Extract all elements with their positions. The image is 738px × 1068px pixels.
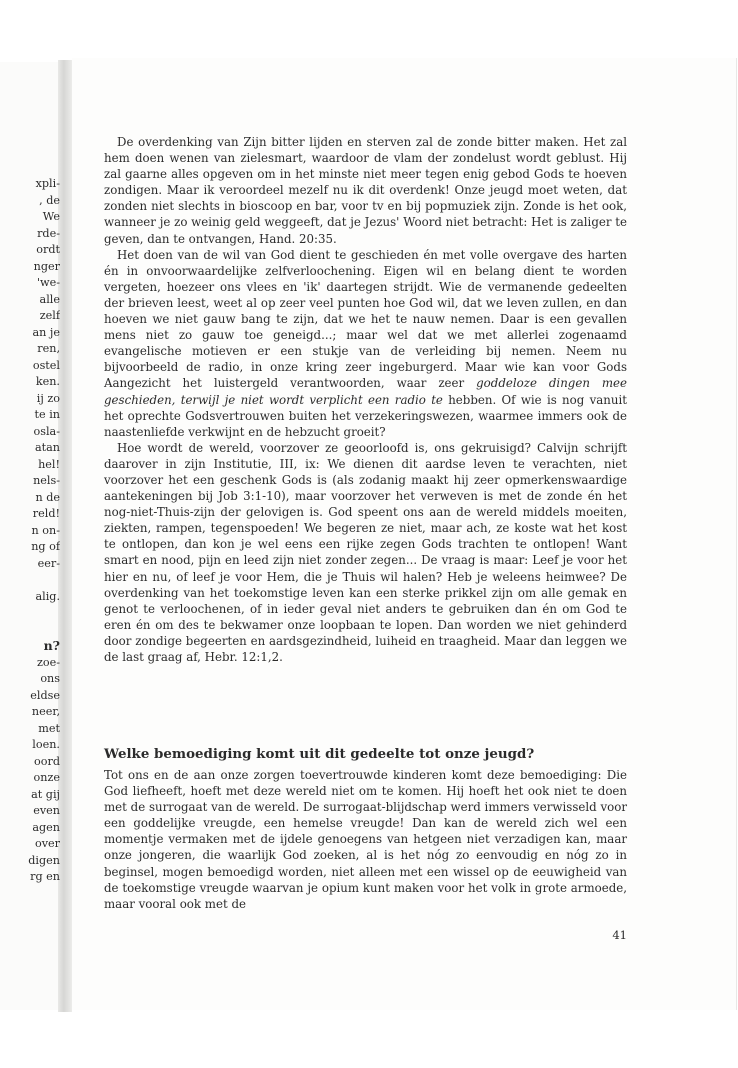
- section-heading: Welke bemoediging komt uit dit gedeelte tot onze jeugd?: [104, 746, 535, 762]
- left-fragment: te in: [34, 408, 60, 421]
- paragraph-3: Hoe wordt de wereld, voorzover ze geoorloofd is, ons gekruisigd? Calvijn schrijft daarover in zijn Institutie, III, ix: We dienen dit aardse leven te verachten, niet voorzover het een geschenk Gods is (als zodanig maakt hij zeer opmerkenswaardige aantekeningen bij Job 3:1-10), maar voorzover het verweven is met de zonde én het nog-niet-Thuis-zijn der gelovigen is. God speent ons aan de wereld middels moeiten, ziekten, rampen, tegenspoeden! We begeren ze niet, maar ach, ze koste wat het kost te ontlopen, dan kon je wel eens een rijke zegen Gods trachten te ontlopen! Want smart en nood, pijn en leed zijn niet zonder zegen... De vraag is maar: Leef je voor het hier en nu, of leef je voor Hem, die je Thuis wil halen? Heb je weleens heimwee? De overdenking van het toekomstige leven kan een sterke prikkel zijn om alle gemak en genot te verloochenen, of in ieder geval niet anders te gebruiken dan én om God te eren én om des te bekwamer onze loopbaan te lopen. Dan worden we niet gehinderd door zondige begeerten en aardsgezindheid, luiheid en traagheid. Maar dan leggen we de last graag af, Hebr. 12:1,2.: [104, 440, 627, 664]
- left-fragment: ij zo: [36, 391, 60, 405]
- left-fragment: over: [34, 837, 60, 850]
- left-fragment: reld!: [32, 507, 60, 520]
- left-heading-fragment: n?: [43, 638, 60, 653]
- left-fragment: ng of: [31, 540, 60, 553]
- left-fragment: rde-: [37, 226, 60, 240]
- left-fragment: xpli-: [35, 177, 60, 190]
- left-fragment: at gij: [31, 787, 60, 801]
- left-fragment: an je: [32, 325, 60, 339]
- book-gutter: [58, 60, 72, 1012]
- left-fragment: oord: [34, 754, 60, 768]
- left-fragment: eldse: [30, 688, 60, 702]
- paragraph-2-text: Het doen van de wil van God dient te geschieden én met volle overgave des harten én in onvoorwaardelijke zelfverloochening. Eigen wil en belang dient te worden vergeten, hoezeer ons vlees en 'ik' daartegen strijdt. Wie de vermanende gedeelten der brieven leest, weet al op zeer veel punten hoe God wil, dat we leven zullen, en dan hoeven we niet gauw bang te zijn, dat we het te nauw nemen. Daar is een gevallen mens niet zo gauw toe geneigd...; maar wel dat we met allerlei zogenaamd evangelische motieven er een stukje van de verleiding bij nemen. Neem nu bijvoorbeeld de radio, in onze kring zeer ingeburgerd.: [104, 247, 627, 375]
- left-fragment: nels-: [33, 474, 60, 487]
- page-number: 41: [612, 928, 627, 942]
- paragraph-1: De overdenking van Zijn bitter lijden en sterven zal de zonde bitter maken. Het zal hem doen wenen van zielesmart, waardoor de vlam der zondelust wordt geblust. Hij zal gaarne alles opgeven om in het minste niet meer tegen enig gebod Gods te hoeven zondigen. Maar ik veroordeel mezelf nu ik dit overdenk! Onze jeugd moet weten, dat zonden niet slechts in bioscoop en bar, voor tv en bij popmuziek zijn. Zonde is het ook, wanneer je zo weinig geld weggeeft, dat je Jezus' Woord niet betracht: Het is zaliger te geven, dan te ontvangen, Hand. 20:35.: [104, 135, 627, 246]
- left-blank-line: [0, 572, 60, 589]
- left-fragment: digen: [28, 853, 60, 867]
- left-fragment: ken.: [35, 375, 60, 388]
- left-fragment: hel!: [38, 457, 60, 471]
- left-fragment: n de: [35, 490, 60, 504]
- left-fragment: n on-: [31, 523, 60, 537]
- left-fragment: 'we-: [36, 276, 60, 289]
- left-fragment: ostel: [32, 358, 60, 372]
- left-fragment: nger: [33, 259, 60, 273]
- left-fragment: onze: [33, 771, 60, 784]
- left-fragment: met: [38, 721, 60, 735]
- left-fragment: atan: [34, 441, 60, 454]
- left-fragment: even: [33, 804, 60, 817]
- left-fragment: ren,: [37, 342, 60, 355]
- final-text: [104, 767, 627, 912]
- left-fragment: zoe-: [36, 655, 60, 669]
- left-fragment: agen: [32, 820, 60, 834]
- main-text: [104, 134, 627, 665]
- left-fragment: We: [42, 210, 60, 223]
- left-fragment: neer,: [31, 705, 60, 718]
- paragraph-2: [104, 247, 627, 440]
- radio-text-italic: goddeloze dingen mee geschieden, terwijl je niet wordt verplicht een radio te: [104, 376, 628, 407]
- left-blank-line: [0, 622, 60, 639]
- left-fragment: rg en: [30, 870, 60, 883]
- left-fragment: osla-: [33, 424, 60, 438]
- left-fragment: zelf: [39, 309, 60, 322]
- left-fragment: alig.: [35, 589, 60, 603]
- left-fragment: loen.: [32, 738, 60, 751]
- left-fragment: ons: [40, 672, 60, 685]
- radio-text-lead: Maar wie kan voor Gods Aangezicht het luistergeld verantwoorden, waar zeer: [104, 360, 628, 391]
- left-blank-line: [0, 605, 60, 622]
- left-fragment: eer-: [37, 556, 60, 570]
- radio-text-end: hebben. Of wie is nog vanuit het oprechte Godsvertrouwen buiten het verzekeringswezen, waarmee immers ook de naastenliefde verkwijnt en de hebzucht groeit?: [104, 392, 627, 439]
- left-fragment: ordt: [36, 243, 60, 256]
- left-fragment: alle: [39, 292, 60, 306]
- left-page-fragments: [0, 176, 60, 886]
- left-fragment: , de: [39, 193, 60, 207]
- final-paragraph: Tot ons en de aan onze zorgen toevertrouwde kinderen komt deze bemoediging: Die God liefheeft, hoeft met deze wereld niet om te komen. Hij hoeft het ook niet te doen met de surrogaat van de wereld. De surrogaat-blijdschap werd immers verwisseld voor een goddelijke vreugde, een hemelse vreugde! Dan kan de wereld zich wel een momentje vermaken met de ijdele genoegens van hetgeen niet verzadigen kan, maar onze jongeren, die waarlijk God zoeken, al is het nóg zo eenvoudig en nóg zo in beginsel, mogen bemoedigd worden, niet alleen met een wissel op de eeuwigheid van de toekomstige vreugde waarvan je opium kunt maken voor het volk in grote armoede, maar vooral ook met de: [104, 768, 627, 911]
